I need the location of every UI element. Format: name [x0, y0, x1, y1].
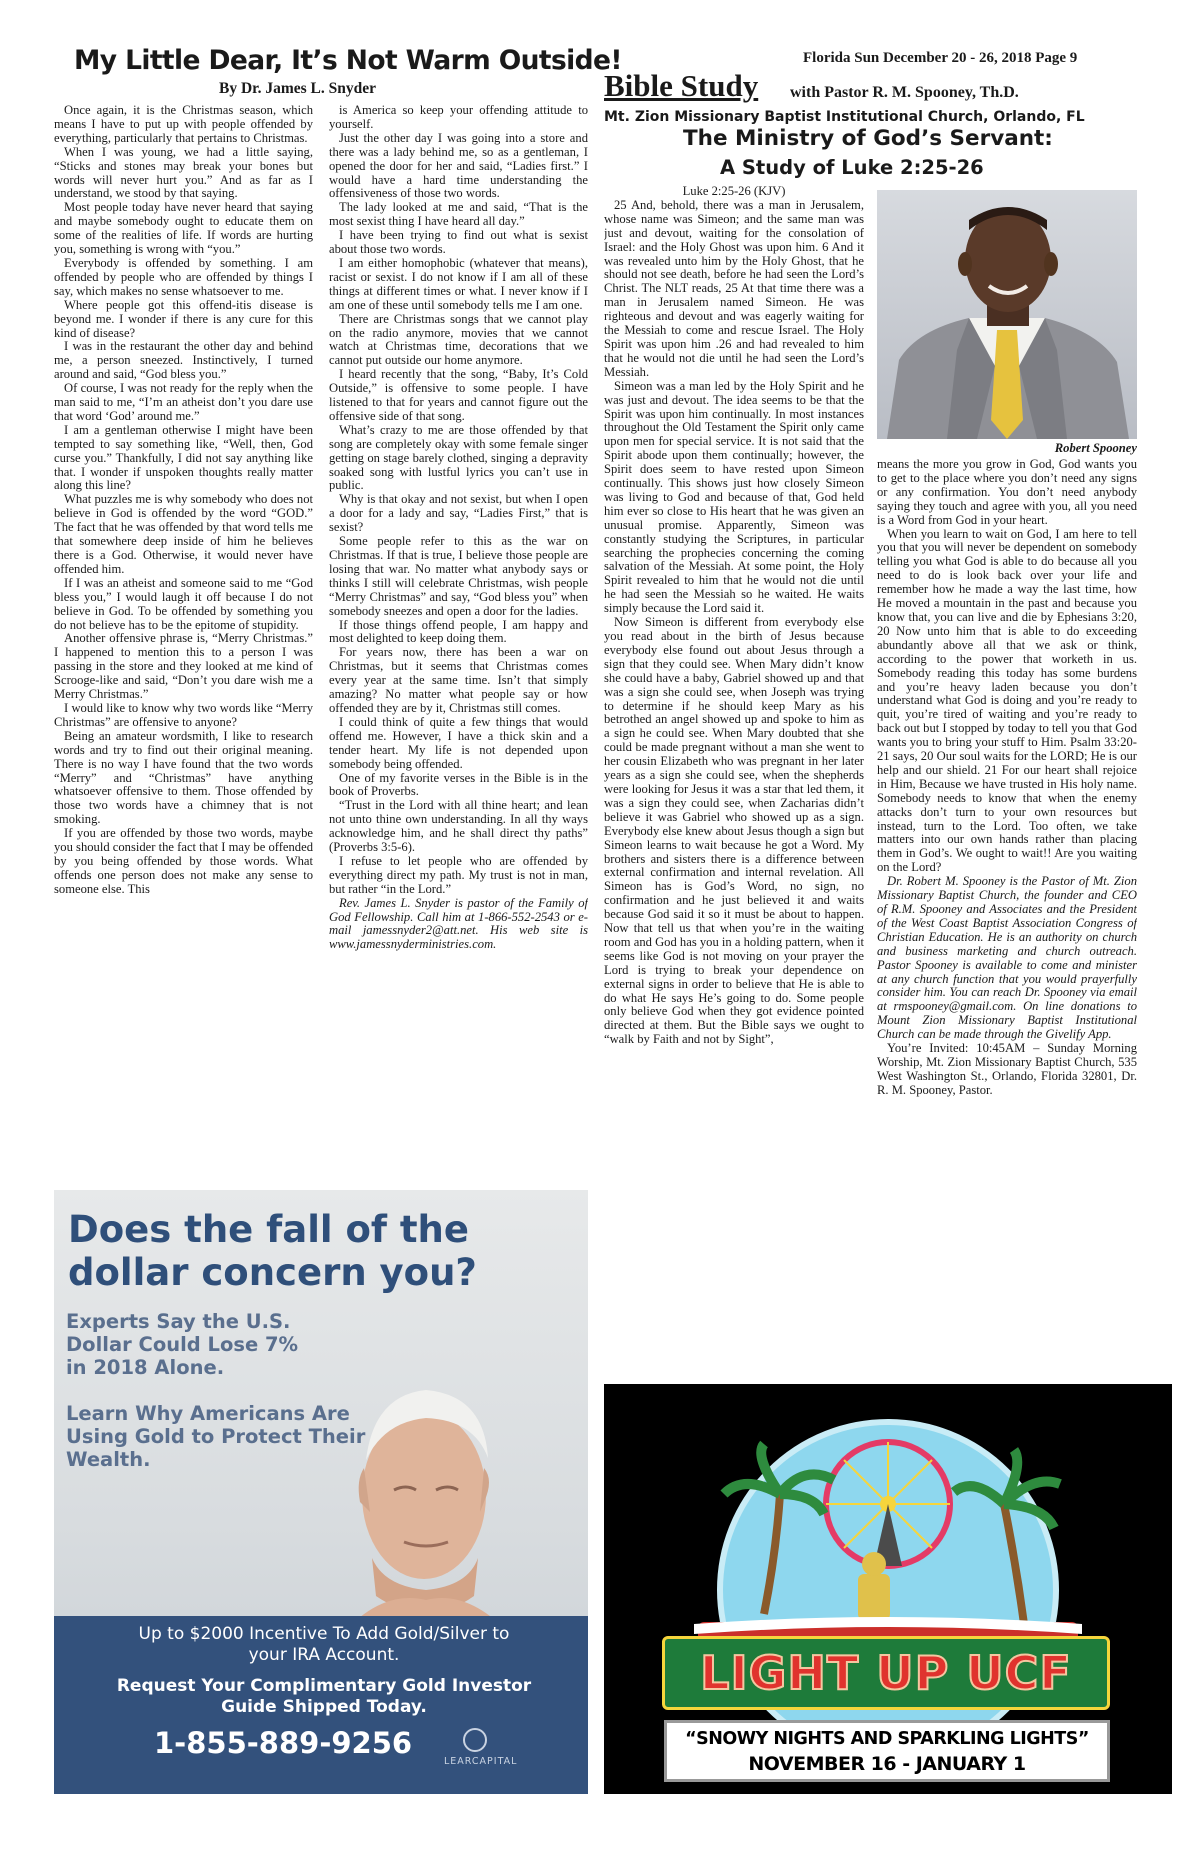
- pastor-bio: Dr. Robert M. Spooney is the Pastor of Mt. Zion Missionary Baptist Church, the founder and CEO of R.M. Spooney and Associates and the President of the West Coast Baptist Association Congress of Christian Education. He is an authority on church and business marketing and church outreach. Pastor Spooney is available to come and minister at any church function that you would prayerfully consider him. You can reach Dr. Spooney via email at rmspooney@gmail.com. On line donations to Mount Zion Missionary Baptist Institutional Church can be made through the Givelify App.: [877, 874, 1137, 1042]
- paragraph: means the more you grow in God, God wants you to get to the place where you don’t need any signs or any confirmation. You don’t need anybody saying they touch and agree with you, all you need is a Word from God in your heart.: [877, 458, 1137, 527]
- ad-offer-line-2: Request Your Complimentary Gold Investor Guide Shipped Today.: [116, 1676, 532, 1717]
- paragraph: Another offensive phrase is, “Merry Christmas.” I happened to mention this to a person I was passing in the store and they looked at me kind of Scrooge-like and said, “Don’t you dare wish me a Merry Christmas.”: [54, 631, 313, 702]
- paragraph: Just the other day I was going into a store and there was a lady behind me, so as a gentleman, I opened the door for her and said, “Ladies first.” I would have a hard time understanding the offensiveness of those two words.: [329, 130, 588, 201]
- paragraph: I am a gentleman otherwise I might have been tempted to say something like, “Well, then, God curse you.” Thankfully, I did not say anything like that. I wonder if unspoken thoughts really matter along this line?: [54, 422, 313, 493]
- pastor-photo-caption: Robert Spooney: [1054, 441, 1137, 455]
- ucf-marquee-line-2: NOVEMBER 16 - JANUARY 1: [748, 1753, 1026, 1775]
- paragraph: If those things offend people, I am happy and most delighted to keep doing them.: [329, 617, 588, 646]
- ucf-sign-text: LIGHT UP UCF: [700, 1646, 1072, 1700]
- ad-subhead-2: Learn Why Americans Are Using Gold to Protect Their Wealth.: [66, 1402, 366, 1471]
- ad-subhead-1: Experts Say the U.S. Dollar Could Lose 7% in 2018 Alone.: [66, 1310, 299, 1379]
- ad-offer-line-1: Up to $2000 Incentive To Add Gold/Silver to your IRA Account.: [138, 1624, 510, 1665]
- paragraph: Everybody is offended by something. I am offended by people who are offended by things I say, which makes no sense whatsoever to me.: [54, 255, 313, 298]
- scripture-reference: Luke 2:25-26 (KJV): [682, 185, 786, 198]
- left-article-column-2: [329, 104, 588, 1162]
- ad-offer-band: [54, 1616, 588, 1794]
- study-subheadline: A Study of Luke 2:25-26: [720, 156, 984, 179]
- paragraph: The lady looked at me and said, “That is the most sexist thing I have heard all day.”: [329, 200, 588, 229]
- paragraph: For years now, there has been a war on Christmas, but it seems that Christmas comes every year at the same time. Isn’t that simply amazing? No matter what people say or how offended they are by it, Christmas still comes.: [329, 645, 588, 715]
- paragraph: If you are offended by those two words, maybe you should consider the fact that I may be offended by you being offended by those words. What offends one person does not make any sense to someone else. This: [54, 826, 313, 896]
- paragraph: is America so keep your offending attitude to yourself.: [329, 104, 588, 131]
- left-article-byline: By Dr. James L. Snyder: [219, 80, 377, 97]
- paragraph: Why is that okay and not sexist, but when I open a door for a lady and say, “Ladies First,” that is sexist?: [329, 492, 588, 535]
- paragraph: I refuse to let people who are offended by everything direct my path. My trust is not in man, but rather “in the Lord.”: [329, 853, 588, 896]
- paragraph: I was in the restaurant the other day and behind me, a person sneezed. Instinctively, I turned around and said, “God bless you.”: [54, 339, 313, 382]
- ad-phone-number[interactable]: 1-855-889-9256: [154, 1726, 413, 1760]
- paragraph: I am either homophobic (whatever that means), racist or sexist. I do not know if I am all of these things at different times or what. I never know if I am one of these until somebody tells me I am one.: [329, 255, 588, 312]
- left-article-author-bio: Rev. James L. Snyder is pastor of the Family of God Fellowship. Call him at 1-866-552-2543 or e-mail jamessnyder2@att.net. His web site is www.jamessnyderministries.com.: [329, 895, 588, 952]
- paragraph: If I was an atheist and someone said to me “God bless you,” I would laugh it off because I do not believe in God. To be offended by something you do not believe has to be the epitome of stupidity.: [54, 575, 313, 632]
- pastor-photo: [877, 190, 1137, 439]
- church-name: Mt. Zion Missionary Baptist Institutional Church, Orlando, FL: [604, 109, 1085, 125]
- bible-study-title: Bible Study: [604, 68, 759, 103]
- light-up-ucf-ad[interactable]: [604, 1384, 1172, 1794]
- left-article-headline: My Little Dear, It’s Not Warm Outside!: [74, 45, 622, 76]
- paragraph: When you learn to wait on God, I am here to tell you that you will never be dependent on somebody telling you what God is able to do because all you need to do is look back over your life and remember how he made a way the last time, how He moved a mountain in the past and because you know that, you can live and die by Ephesians 3:20, 20 Now unto him that is able to do exceeding abundantly above all that we ask or think, according to the power that worketh in us. Somebody reading this today has some burdens and you’re heavy laden because you don’t understand what God is doing and you’re ready to quit, you’re tired of waiting and you’re ready to back out but I stopped by today to tell you that God wants you to bring your stuff to Him. Psalm 33:20-21 says, 20 Our soul waits for the LORD; He is our help and our shield. 21 For our heart shall rejoice in Him, Because we have trusted in His holy name. Somebody needs to know that when the enemy attacks don’t turn to your own resources but instead, turn to the Lord. Too often, we take matters into our own hands rather than placing them in God’s. We ought to wait!! Are you waiting on the Lord?: [877, 526, 1137, 875]
- paragraph: Once again, it is the Christmas season, which means I have to put up with people offended by everything, particularly that pertains to Christmas.: [54, 104, 313, 145]
- paragraph: Simeon was a man led by the Holy Spirit and he was just and devout. The idea seems to be that the Spirit was upon him continually. In most instances throughout the Old Testament the Spirit only came upon men for special service. It is not said that the Spirit abode upon them continually; however, the Spirit does seem to have rested upon Simeon continually. This shows just how closely Simeon was living to God and because of that, God held him ever so close to His heart that he was given an unusual promise. Apparently, Simeon was constantly studying the Scriptures, in particular searching the prophecies concerning the coming salvation of the Messiah. At some point, the Holy Spirit revealed to him that he would not die until he had seen the Messiah so he waited. He waits simply because the Lord said it.: [604, 378, 864, 616]
- paragraph: Being an amateur wordsmith, I like to research words and try to find out their original meaning. There is no way I have found that the two words “Merry” and “Christmas” have anything whatsoever offensive to them. Those offended by those two words have a chimney that is not smoking.: [54, 728, 313, 827]
- bible-study-column-2: [877, 458, 1137, 1398]
- paragraph: I would like to know why two words like “Merry Christmas” are offensive to anyone?: [54, 700, 313, 729]
- paragraph: Some people refer to this as the war on Christmas. If that is true, I believe those people are losing that war. No matter what anybody says or thinks I still will celebrate Christmas, wish people “Merry Christmas” and say, “God bless you” when somebody sneezes and open a door for the ladies.: [329, 534, 588, 618]
- paragraph: I heard recently that the song, “Baby, It’s Cold Outside,” is offensive to some people. I have listened to that for years and cannot figure out the offensive side of that song.: [329, 367, 588, 423]
- paragraph: What puzzles me is why somebody who does not believe in God is offended by the word “GOD.” The fact that he was offended by that word tells me that somewhere deep inside of him he believes there is a God. Otherwise, it would never have offended him.: [54, 492, 313, 576]
- paragraph: 25 And, behold, there was a man in Jerusalem, whose name was Simeon; and the same man was just and devout, waiting for the consolation of Israel: and the Holy Ghost was upon him. 6 And it was revealed unto him by the Holy Ghost, that he should not see death, before he had seen the Lord’s Christ. The NLT reads, 25 At that time there was a man in Jerusalem named Simeon. He was righteous and devout and was eagerly waiting for the Messiah to come and rescue Israel. The Holy Spirit was upon him .26 and had revealed to him that he would not die until he had seen the Lord’s Messiah.: [604, 197, 864, 379]
- paragraph: Of course, I was not ready for the reply when the man said to me, “I’m an atheist don’t you dare use that word ‘God’ around me.”: [54, 381, 313, 423]
- bible-study-pastor: with Pastor R. M. Spooney, Th.D.: [790, 84, 1019, 101]
- learcapital-logo-icon: [463, 1728, 487, 1752]
- paragraph: One of my favorite verses in the Bible is in the book of Proverbs.: [329, 770, 588, 799]
- paragraph: Now Simeon is different from everybody else you read about in the birth of Jesus because everybody else found out about Jesus through a sign that they could see. When Mary didn’t know she could have a baby, Gabriel showed up and that was a sign she could see, when Joseph was trying to determine if he should keep Mary as his betrothed an angel showed up and spoke to him as a sign he could see. When Mary doubted that she could be made pregnant without a man she went to her cousin Elizabeth who was pregnant in her later years as a sign she could see, when the shepherds were looking for Jesus it was a star that led them, it was a sign they could see, when Zacharias didn’t believe it was Gabriel who showed up as a sign. Everybody else knew about Jesus though a sign but Simeon learns to wait because he got a Word. My brothers and sisters there is a difference between external confirmation and internal revelation. All Simeon has is God’s Word, no sign, no confirmation and he just believed it and waits because God said it so it must be about to happen. Now that tell us that when you’re in the waiting room and God has you in a holding pattern, when it seems like God is not moving on your prayer the Lord is trying to break your dependence on external signs in order to believe that He is able to do what He says He’s going to do. Some people only believe God when they got evidence pointed directed at them. But the Bible says we ought to “walk by Faith and not by Sight”,: [604, 615, 864, 1047]
- worship-invite: You’re Invited: 10:45AM – Sunday Morning Worship, Mt. Zion Missionary Baptist Church, 535 West Washington St., Orlando, Florida 32801, Dr. R. M. Spooney, Pastor.: [877, 1041, 1137, 1097]
- ad-brand-name: LEARCAPITAL: [444, 1756, 518, 1767]
- page-folio: Florida Sun December 20 - 26, 2018 Page 9: [803, 50, 1078, 66]
- paragraph: When I was young, we had a little saying, “Sticks and stones may break your bones but words will never hurt you.” And as far as I understand, we stood by that saying.: [54, 144, 313, 201]
- paragraph: I have been trying to find out what is sexist about those two words.: [329, 228, 588, 257]
- paragraph: I could think of quite a few things that would offend me. However, I have a thick skin and a tender heart. My life is not depended upon somebody being offended.: [329, 714, 588, 771]
- paragraph: What’s crazy to me are those offended by that song are completely okay with some female singer getting on stage barely clothed, singing a depravity soaked song with lustful lyrics you can’t use in public.: [329, 422, 588, 493]
- ucf-marquee: [664, 1720, 1110, 1782]
- study-headline: The Ministry of God’s Servant:: [683, 126, 1053, 151]
- paragraph: There are Christmas songs that we cannot play on the radio anymore, movies that we cannot watch at Christmas time, decorations that we cannot put outside our home anymore.: [329, 311, 588, 368]
- ad-headline: Does the fall of the dollar concern you?: [68, 1208, 477, 1294]
- gold-investment-ad[interactable]: [54, 1190, 588, 1794]
- paragraph: Where people got this offend-itis disease is beyond me. I wonder if there is any cure for this kind of disease?: [54, 297, 313, 340]
- bible-study-column-1: [604, 185, 864, 1385]
- left-article-column-1: [54, 104, 313, 1162]
- ucf-marquee-line-1: “SNOWY NIGHTS AND SPARKLING LIGHTS”: [685, 1729, 1089, 1749]
- paragraph: “Trust in the Lord with all thine heart; and lean not unto thine own understanding. In all thy ways acknowledge him, and he shall direct thy paths” (Proverbs 3:5-6).: [329, 798, 588, 855]
- paragraph: Most people today have never heard that saying and maybe somebody ought to educate them on some of the realities of life. If words are hurting you, something is wrong with “you.”: [54, 200, 313, 257]
